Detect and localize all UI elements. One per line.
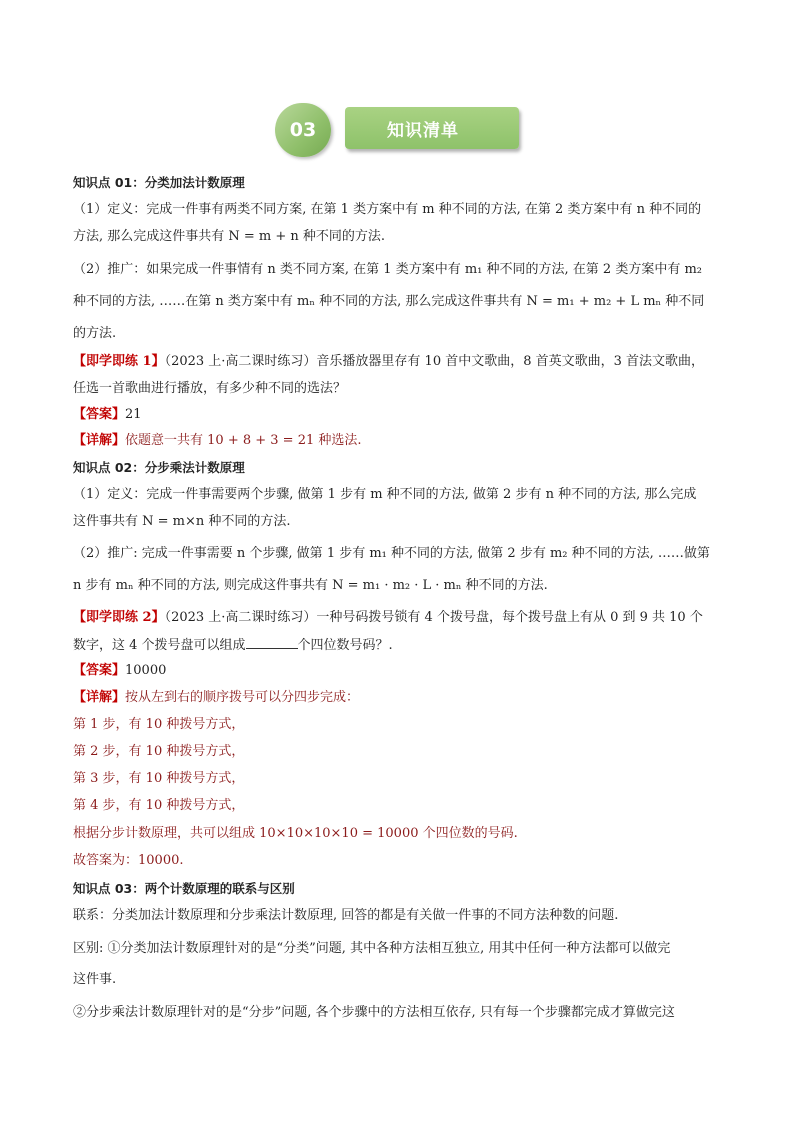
k1-title: 知识点 01：分类加法计数原理 bbox=[73, 175, 245, 190]
k3-line-3: 这件事. bbox=[73, 972, 117, 987]
k1-line-3: （2）推广：如果完成一件事情有 n 类不同方案, 在第 1 类方案中有 m₁ 种不同的方法, 在第 2 类方案中有 m₂ bbox=[73, 262, 702, 277]
ex1-answer: 【答案】21 bbox=[73, 407, 142, 422]
section-banner bbox=[275, 103, 525, 157]
ex1-tag: 【即学即练 1】 bbox=[73, 354, 165, 369]
ex2-conclusion: 根据分步计数原理，共可以组成 10×10×10×10 = 10000 个四位数的号码. bbox=[73, 826, 518, 841]
k3-line-1: 联系：分类加法计数原理和分步乘法计数原理, 回答的都是有关做一件事的不同方法种数的问题. bbox=[73, 908, 619, 923]
ex2-final-answer: 故答案为：10000. bbox=[73, 853, 184, 868]
k1-line-2: 方法, 那么完成这件事共有 N = m + n 种不同的方法. bbox=[73, 229, 386, 244]
ex2-step-3: 第 3 步，有 10 种拨号方式， bbox=[73, 771, 245, 786]
k2-title: 知识点 02：分步乘法计数原理 bbox=[73, 460, 245, 475]
k3-line-2: 区别: ①分类加法计数原理针对的是“分类”问题, 其中各种方法相互独立, 用其中任何一种方法都可以做完 bbox=[73, 941, 671, 956]
answer-blank bbox=[246, 636, 298, 649]
k1-line-1: （1）定义：完成一件事有两类不同方案, 在第 1 类方案中有 m 种不同的方法, 在第 2 类方案中有 n 种不同的 bbox=[73, 202, 702, 217]
ex1-question-1: 【即学即练 1】（2023 上·高二课时练习）音乐播放器里存有 10 首中文歌曲，8 首英文歌曲，3 首法文歌曲， bbox=[73, 354, 705, 369]
k2-line-2: 这件事共有 N = m×n 种不同的方法. bbox=[73, 514, 291, 529]
k2-line-4: n 步有 mₙ 种不同的方法, 则完成这件事共有 N = m₁ · m₂ · L · mₙ 种不同的方法. bbox=[73, 578, 548, 593]
section-number-badge: 03 bbox=[275, 103, 331, 157]
ex1-question-2: 任选一首歌曲进行播放，有多少种不同的选法？ bbox=[73, 381, 347, 396]
k3-line-4: ②分步乘法计数原理针对的是“分步”问题, 各个步骤中的方法相互依存, 只有每一个步骤都完成才算做完这 bbox=[73, 1005, 675, 1020]
k3-title: 知识点 03：两个计数原理的联系与区别 bbox=[73, 881, 295, 896]
ex2-step-1: 第 1 步，有 10 种拨号方式， bbox=[73, 717, 245, 732]
k2-line-3: （2）推广: 完成一件事需要 n 个步骤, 做第 1 步有 m₁ 种不同的方法, 做第 2 步有 m₂ 种不同的方法, ……做第 bbox=[73, 546, 710, 561]
ex2-tag: 【即学即练 2】 bbox=[73, 610, 165, 625]
ex2-step-2: 第 2 步，有 10 种拨号方式， bbox=[73, 744, 245, 759]
k1-line-5: 的方法. bbox=[73, 326, 117, 341]
ex2-step-4: 第 4 步，有 10 种拨号方式， bbox=[73, 798, 245, 813]
ex2-question-1: 【即学即练 2】（2023 上·高二课时练习）一种号码拨号锁有 4 个拨号盘，每个拨号盘上有从 0 到 9 共 10 个 bbox=[73, 610, 703, 625]
section-title: 知识清单 bbox=[345, 107, 519, 149]
ex2-answer: 【答案】10000 bbox=[73, 663, 167, 678]
k2-line-1: （1）定义：完成一件事需要两个步骤, 做第 1 步有 m 种不同的方法, 做第 2 步有 n 种不同的方法, 那么完成 bbox=[73, 487, 697, 502]
ex1-detail: 【详解】依题意一共有 10 + 8 + 3 = 21 种选法. bbox=[73, 433, 362, 448]
ex2-question-2: 数字，这 4 个拨号盘可以组成 个四位数号码？. bbox=[73, 638, 393, 653]
ex2-detail: 【详解】按从左到右的顺序拨号可以分四步完成： bbox=[73, 690, 360, 705]
k1-line-4: 种不同的方法, ……在第 n 类方案中有 mₙ 种不同的方法, 那么完成这件事共有 N = m₁ + m₂ + L mₙ 种不同 bbox=[73, 294, 705, 309]
